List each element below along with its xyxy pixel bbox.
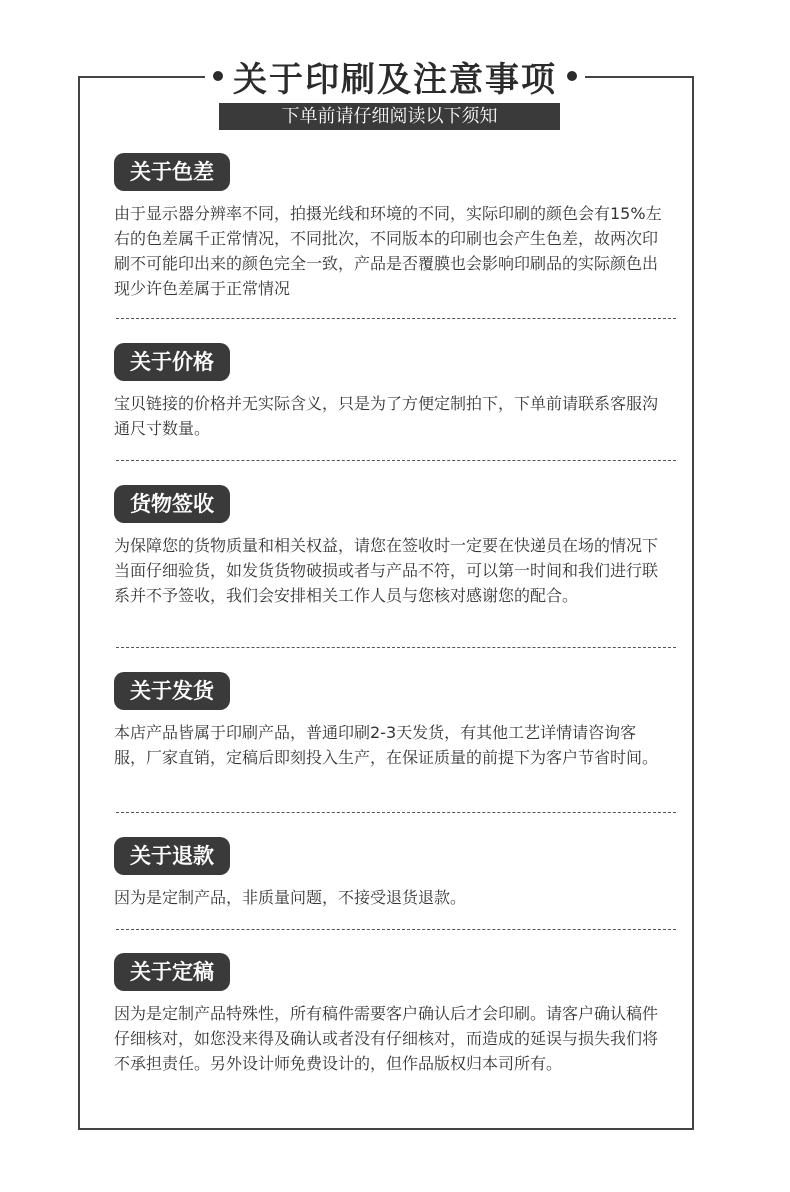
section-goods-receipt (114, 485, 676, 608)
section-tag: 关于定稿 (114, 953, 230, 991)
section-body: 因为是定制产品特殊性，所有稿件需要客户确认后才会印刷。请客户确认稿件仔细核对，如您没来得及确认或者没有仔细核对，而造成的延误与损失我们将不承担责任。另外设计师免费设计的，但作品版权归本司所有。 (114, 1004, 659, 1073)
left-dot-icon (213, 71, 223, 81)
section-tag: 关于退款 (114, 837, 230, 875)
section-body: 本店产品皆属于印刷产品，普通印刷2-3天发货，有其他工艺详情请咨询客服，厂家直销，定稿后即刻投入生产，在保证质量的前提下为客户节省时间。 (114, 723, 659, 767)
section-color-difference (114, 153, 676, 301)
section-tag: 关于色差 (114, 153, 230, 191)
section-body: 为保障您的货物质量和相关权益，请您在签收时一定要在快递员在场的情况下当面仔细验货，如发货货物破损或者与产品不符，可以第一时间和我们进行联系并不予签收，我们会安排相关工作人员与您核对感谢您的配合。 (114, 536, 659, 605)
section-tag: 关于发货 (114, 672, 230, 710)
section-body: 宝贝链接的价格并无实际含义，只是为了方便定制拍下，下单前请联系客服沟通尺寸数量。 (114, 394, 659, 438)
section-tag: 货物签收 (114, 485, 230, 523)
section-divider (116, 929, 676, 930)
section-tag: 关于价格 (114, 343, 230, 381)
header (0, 52, 790, 100)
section-finalize (114, 953, 676, 1076)
section-shipping (114, 672, 676, 770)
section-refund (114, 837, 676, 910)
section-price (114, 343, 676, 441)
page-title: 关于印刷及注意事项 (233, 59, 557, 100)
section-divider (116, 812, 676, 813)
title-block (205, 52, 585, 101)
page-subtitle: 下单前请仔细阅读以下须知 (219, 103, 560, 130)
section-divider (116, 318, 676, 319)
section-body: 因为是定制产品，非质量问题，不接受退货退款。 (114, 888, 467, 907)
section-divider (116, 647, 676, 648)
section-body: 由于显示器分辨率不同，拍摄光线和环境的不同，实际印刷的颜色会有15%左右的色差属千正常情况，不同批次，不同版本的印刷也会产生色差，故两次印刷不可能印出来的颜色完全一致，产品是否覆膜也会影响印刷品的实际颜色出现少许色差属于正常情况 (114, 204, 662, 298)
section-divider (116, 460, 676, 461)
right-dot-icon (567, 71, 577, 81)
